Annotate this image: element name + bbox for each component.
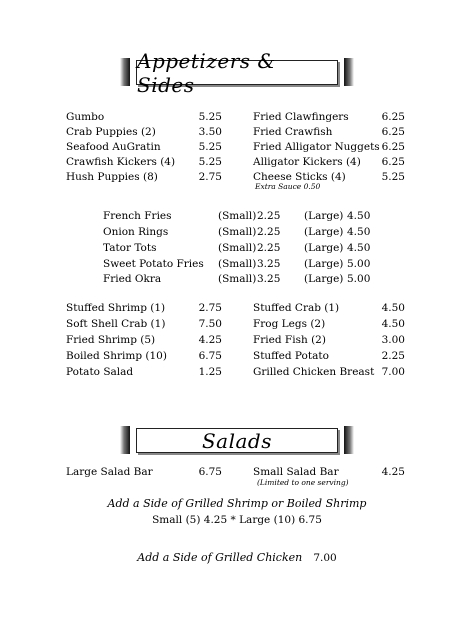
menu-item-price: 4.25 bbox=[198, 334, 222, 346]
menu-item-price: 5.25 bbox=[198, 156, 222, 168]
small-price: 3.25 bbox=[257, 273, 281, 285]
menu-item-name: Cheese Sticks (4) bbox=[253, 171, 346, 183]
menu-item-name: Crawfish Kickers (4) bbox=[66, 156, 176, 168]
size-large-label: (Large) bbox=[304, 210, 344, 222]
shrimp-addon-line: Add a Side of Grilled Shrimp or Boiled Shrimp bbox=[107, 497, 367, 510]
side-name: Fried Okra bbox=[103, 273, 162, 285]
menu-item-name: Crab Puppies (2) bbox=[66, 126, 156, 138]
large-price: 5.00 bbox=[347, 273, 371, 285]
salads-banner bbox=[120, 426, 354, 454]
large-price: 5.00 bbox=[347, 258, 371, 270]
size-large-label: (Large) bbox=[304, 273, 344, 285]
menu-item-price: 1.25 bbox=[198, 366, 222, 378]
menu-item-price: 2.25 bbox=[381, 350, 405, 362]
large-salad-bar-price: 6.75 bbox=[198, 466, 222, 478]
menu-item-price: 6.25 bbox=[381, 111, 405, 123]
menu-item-name: Stuffed Crab (1) bbox=[253, 302, 340, 314]
large-salad-bar-name: Large Salad Bar bbox=[66, 466, 153, 478]
menu-item-price: 6.75 bbox=[198, 350, 222, 362]
menu-item-name: Hush Puppies (8) bbox=[66, 171, 158, 183]
small-salad-bar-name: Small Salad Bar bbox=[253, 466, 339, 478]
side-name: Tator Tots bbox=[103, 242, 157, 254]
menu-item-price: 4.50 bbox=[381, 302, 405, 314]
appetizers-banner bbox=[120, 48, 354, 97]
extra-sauce-note: Extra Sauce 0.50 bbox=[255, 182, 321, 191]
shrimp-addon-prices: Small (5) 4.25 * Large (10) 6.75 bbox=[152, 514, 322, 526]
menu-item-price: 3.50 bbox=[198, 126, 222, 138]
menu-item-price: 6.25 bbox=[381, 126, 405, 138]
menu-item-name: Gumbo bbox=[66, 111, 105, 123]
size-small-label: (Small) bbox=[218, 258, 257, 270]
small-salad-bar-price: 4.25 bbox=[381, 466, 405, 478]
small-price: 2.25 bbox=[257, 226, 281, 238]
size-small-label: (Small) bbox=[218, 273, 257, 285]
menu-item-price: 5.25 bbox=[198, 111, 222, 123]
menu-item-name: Fried Crawfish bbox=[253, 126, 333, 138]
small-salad-bar-note: (Limited to one serving) bbox=[257, 478, 349, 487]
small-price: 2.25 bbox=[257, 210, 281, 222]
side-name: Sweet Potato Fries bbox=[103, 258, 204, 270]
banner-right-ornament bbox=[344, 426, 354, 454]
banner-right-ornament bbox=[344, 58, 354, 86]
menu-item-name: Frog Legs (2) bbox=[253, 318, 326, 330]
size-small-label: (Small) bbox=[218, 226, 257, 238]
menu-item-price: 3.00 bbox=[381, 334, 405, 346]
menu-item-name: Seafood AuGratin bbox=[66, 141, 161, 153]
side-name: French Fries bbox=[103, 210, 172, 222]
large-price: 4.50 bbox=[347, 210, 371, 222]
banner-left-ornament bbox=[120, 426, 130, 454]
menu-item-name: Potato Salad bbox=[66, 366, 134, 378]
salads-title: Salads bbox=[136, 428, 338, 453]
size-small-label: (Small) bbox=[218, 210, 257, 222]
size-large-label: (Large) bbox=[304, 258, 344, 270]
size-small-label: (Small) bbox=[218, 242, 257, 254]
small-price: 3.25 bbox=[257, 258, 281, 270]
menu-item-name: Fried Shrimp (5) bbox=[66, 334, 156, 346]
menu-item-price: 7.00 bbox=[381, 366, 405, 378]
menu-item-name: Alligator Kickers (4) bbox=[253, 156, 361, 168]
chicken-addon-price: 7.00 bbox=[313, 552, 337, 564]
menu-item-price: 5.25 bbox=[381, 171, 405, 183]
menu-item-price: 6.25 bbox=[381, 156, 405, 168]
menu-item-price: 6.25 bbox=[381, 141, 405, 153]
menu-item-name: Soft Shell Crab (1) bbox=[66, 318, 166, 330]
menu-item-price: 7.50 bbox=[198, 318, 222, 330]
chicken-addon-line bbox=[0, 546, 474, 565]
menu-item-name: Fried Alligator Nuggets bbox=[253, 141, 380, 153]
menu-item-name: Stuffed Shrimp (1) bbox=[66, 302, 166, 314]
menu-item-name: Stuffed Potato bbox=[253, 350, 329, 362]
size-large-label: (Large) bbox=[304, 242, 344, 254]
side-name: Onion Rings bbox=[103, 226, 169, 238]
menu-item-name: Grilled Chicken Breast bbox=[253, 366, 375, 378]
banner-left-ornament bbox=[120, 58, 130, 86]
size-large-label: (Large) bbox=[304, 226, 344, 238]
menu-item-name: Fried Fish (2) bbox=[253, 334, 326, 346]
chicken-addon-label: Add a Side of Grilled Chicken bbox=[137, 551, 303, 564]
appetizers-title: Appetizers & Sides bbox=[136, 60, 338, 85]
menu-item-name: Boiled Shrimp (10) bbox=[66, 350, 167, 362]
menu-item-price: 2.75 bbox=[198, 171, 222, 183]
small-price: 2.25 bbox=[257, 242, 281, 254]
menu-item-name: Fried Clawfingers bbox=[253, 111, 349, 123]
large-price: 4.50 bbox=[347, 226, 371, 238]
menu-item-price: 2.75 bbox=[198, 302, 222, 314]
menu-item-price: 4.50 bbox=[381, 318, 405, 330]
large-price: 4.50 bbox=[347, 242, 371, 254]
menu-item-price: 5.25 bbox=[198, 141, 222, 153]
